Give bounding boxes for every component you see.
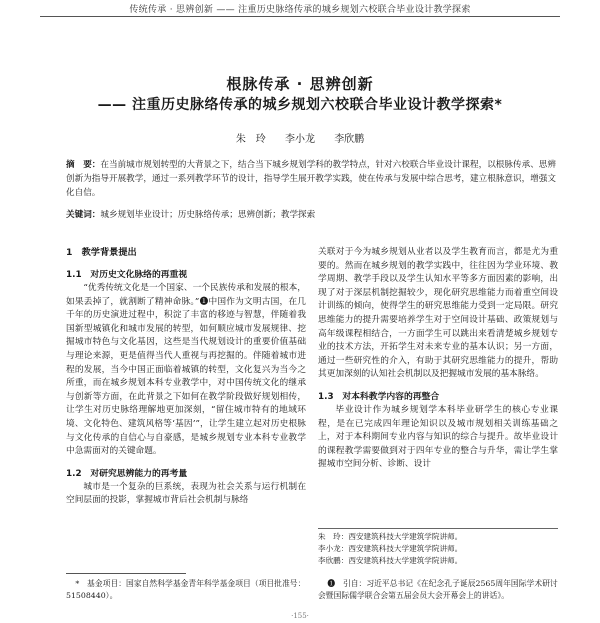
author-info-line: 朱 玲：西安建筑科技大学建筑学院讲师。 <box>318 532 463 541</box>
keywords-label: 关键词： <box>66 210 101 220</box>
author-name: 李小龙 <box>285 134 315 145</box>
abstract-label: 摘 要： <box>66 160 101 170</box>
body-paragraph: 毕业设计作为城乡规划学本科毕业研学生的核心专业课程，是在已完成四年理论知识以及城市规划相关训练基础之上，对于本科期间专业内容与知识的综合与提升。故毕业设计的课程教学需要做到对于四年专业的整合与升华，需让学生掌握城市空间分析、诊断、设计 <box>318 404 558 470</box>
keywords-text: 城乡规划毕业设计；历史脉络传承；思辨创新；教学探索 <box>100 210 316 220</box>
left-column <box>66 246 306 508</box>
body-paragraph: 城市是一个复杂的巨系统，表现为社会关系与运行机制在空间层面的投影，掌握城市背后社会机制与脉络 <box>66 481 306 506</box>
running-header <box>0 0 600 16</box>
abstract-text: 在当前城市规划转型的大背景之下，结合当下城乡规划学科的教学特点，针对六校联合毕业设计课程，以根脉传承、思辨创新为指导开展教学，通过一系列教学环节的设计，指导学生展开教学实践，使在传承与发展中综合思考，建立根脉意识，增强文化自信。 <box>66 160 556 198</box>
author-info-line: 李小龙：西安建筑科技大学建筑学院讲师。 <box>318 544 463 553</box>
abstract <box>66 158 556 200</box>
paper-subtitle: —— 注重历史脉络传承的城乡规划六校联合毕业设计教学探索* <box>97 97 503 113</box>
fund-footnote: * 基金项目：国家自然科学基金青年科学基金项目（项目批准号：51508440）。 <box>66 579 306 600</box>
subsection-heading-1-2: 1.2 对研究思辨能力的再考量 <box>66 468 188 479</box>
footnote-rule <box>66 573 186 574</box>
reference-footnote: ❶ 引自：习近平总书记《在纪念孔子诞辰2565周年国际学术研讨会暨国际儒学联合会第五届会员大会开幕会上的讲话》。 <box>318 579 558 600</box>
running-title: 传统传承 · 思辨创新 —— 注重历史脉络传承的城乡规划六校联合毕业设计教学探索 <box>129 5 471 15</box>
section-heading-1: 1 教学背景提出 <box>66 247 137 258</box>
author-list <box>0 130 600 145</box>
body-paragraph: 关联对于今为城乡规划从业者以及学生教育而言，都是尤为重要的。然而在城乡规划的教学实践中，往往因为学业环境、教学周期、教学手段以及学生认知水平等多方面因素的影响，出现了对于深层机制挖掘较少，现化研究思维能力而着重空间设计训练的倾向，使得学生的研究思维能力受到一定局限。研究思维能力的提升需要培养学生对于空间设计基础、政策规划与高年级课程相结合，一方面学生可以跳出来看清楚城乡规划专业的技术方法，开拓学生对未来专业的基本认识；另一方面，通过一些研究性的介入，有助于其研究思维能力的提升，帮助其更加深刻的认知社会机制以及把握城市发展的基本脉络。 <box>318 247 558 380</box>
keywords <box>66 209 556 222</box>
header-rule <box>40 16 560 17</box>
body-paragraph: “优秀传统文化是一个国家、一个民族传承和发展的根本，如果丢掉了，就割断了精神命脉。”❶中国作为文明古国，在几千年的历史演进过程中，积淀了丰富的移迹与智慧，伴随着我国新型城镇化和城市发展的转型，如何顺应城市发展规律、挖掘城市特色与文化基因，这些是当代规划设计的重要价值基础与理论来源，更是值得当代人重视与再挖掘的。伴随着城市进程的发展，当今中国正面临着城镇的转型，文化复兴为当今之所重，而在城乡规划本科专业教学中，对中国传统文化的继承与创新等方面，在此背景之下如何在教学阶段做好规划相传，让学生对历史脉络理解地更加深刻，“留住城市特有的地域环境、文化特色、建筑风格等‘基因’”，让学生建立起对历史根脉与文化传承的自信心与自豪感，是城乡规划专业本科专业教学中急需面对的关键命题。 <box>66 283 306 457</box>
author-name: 朱 玲 <box>235 134 266 145</box>
page-number: ·155· <box>291 612 309 620</box>
right-column <box>318 246 558 472</box>
subsection-heading-1-3: 1.3 对本科教学内容的再整合 <box>318 391 440 402</box>
paper-title: 根脉传承 · 思辨创新 <box>226 75 374 93</box>
author-info-line: 李欣鹏：西安建筑科技大学建筑学院讲师。 <box>318 556 463 565</box>
author-name: 李欣鹏 <box>334 134 365 145</box>
subsection-heading-1-1: 1.1 对历史文化脉络的再重视 <box>66 270 188 280</box>
author-info <box>318 528 558 567</box>
